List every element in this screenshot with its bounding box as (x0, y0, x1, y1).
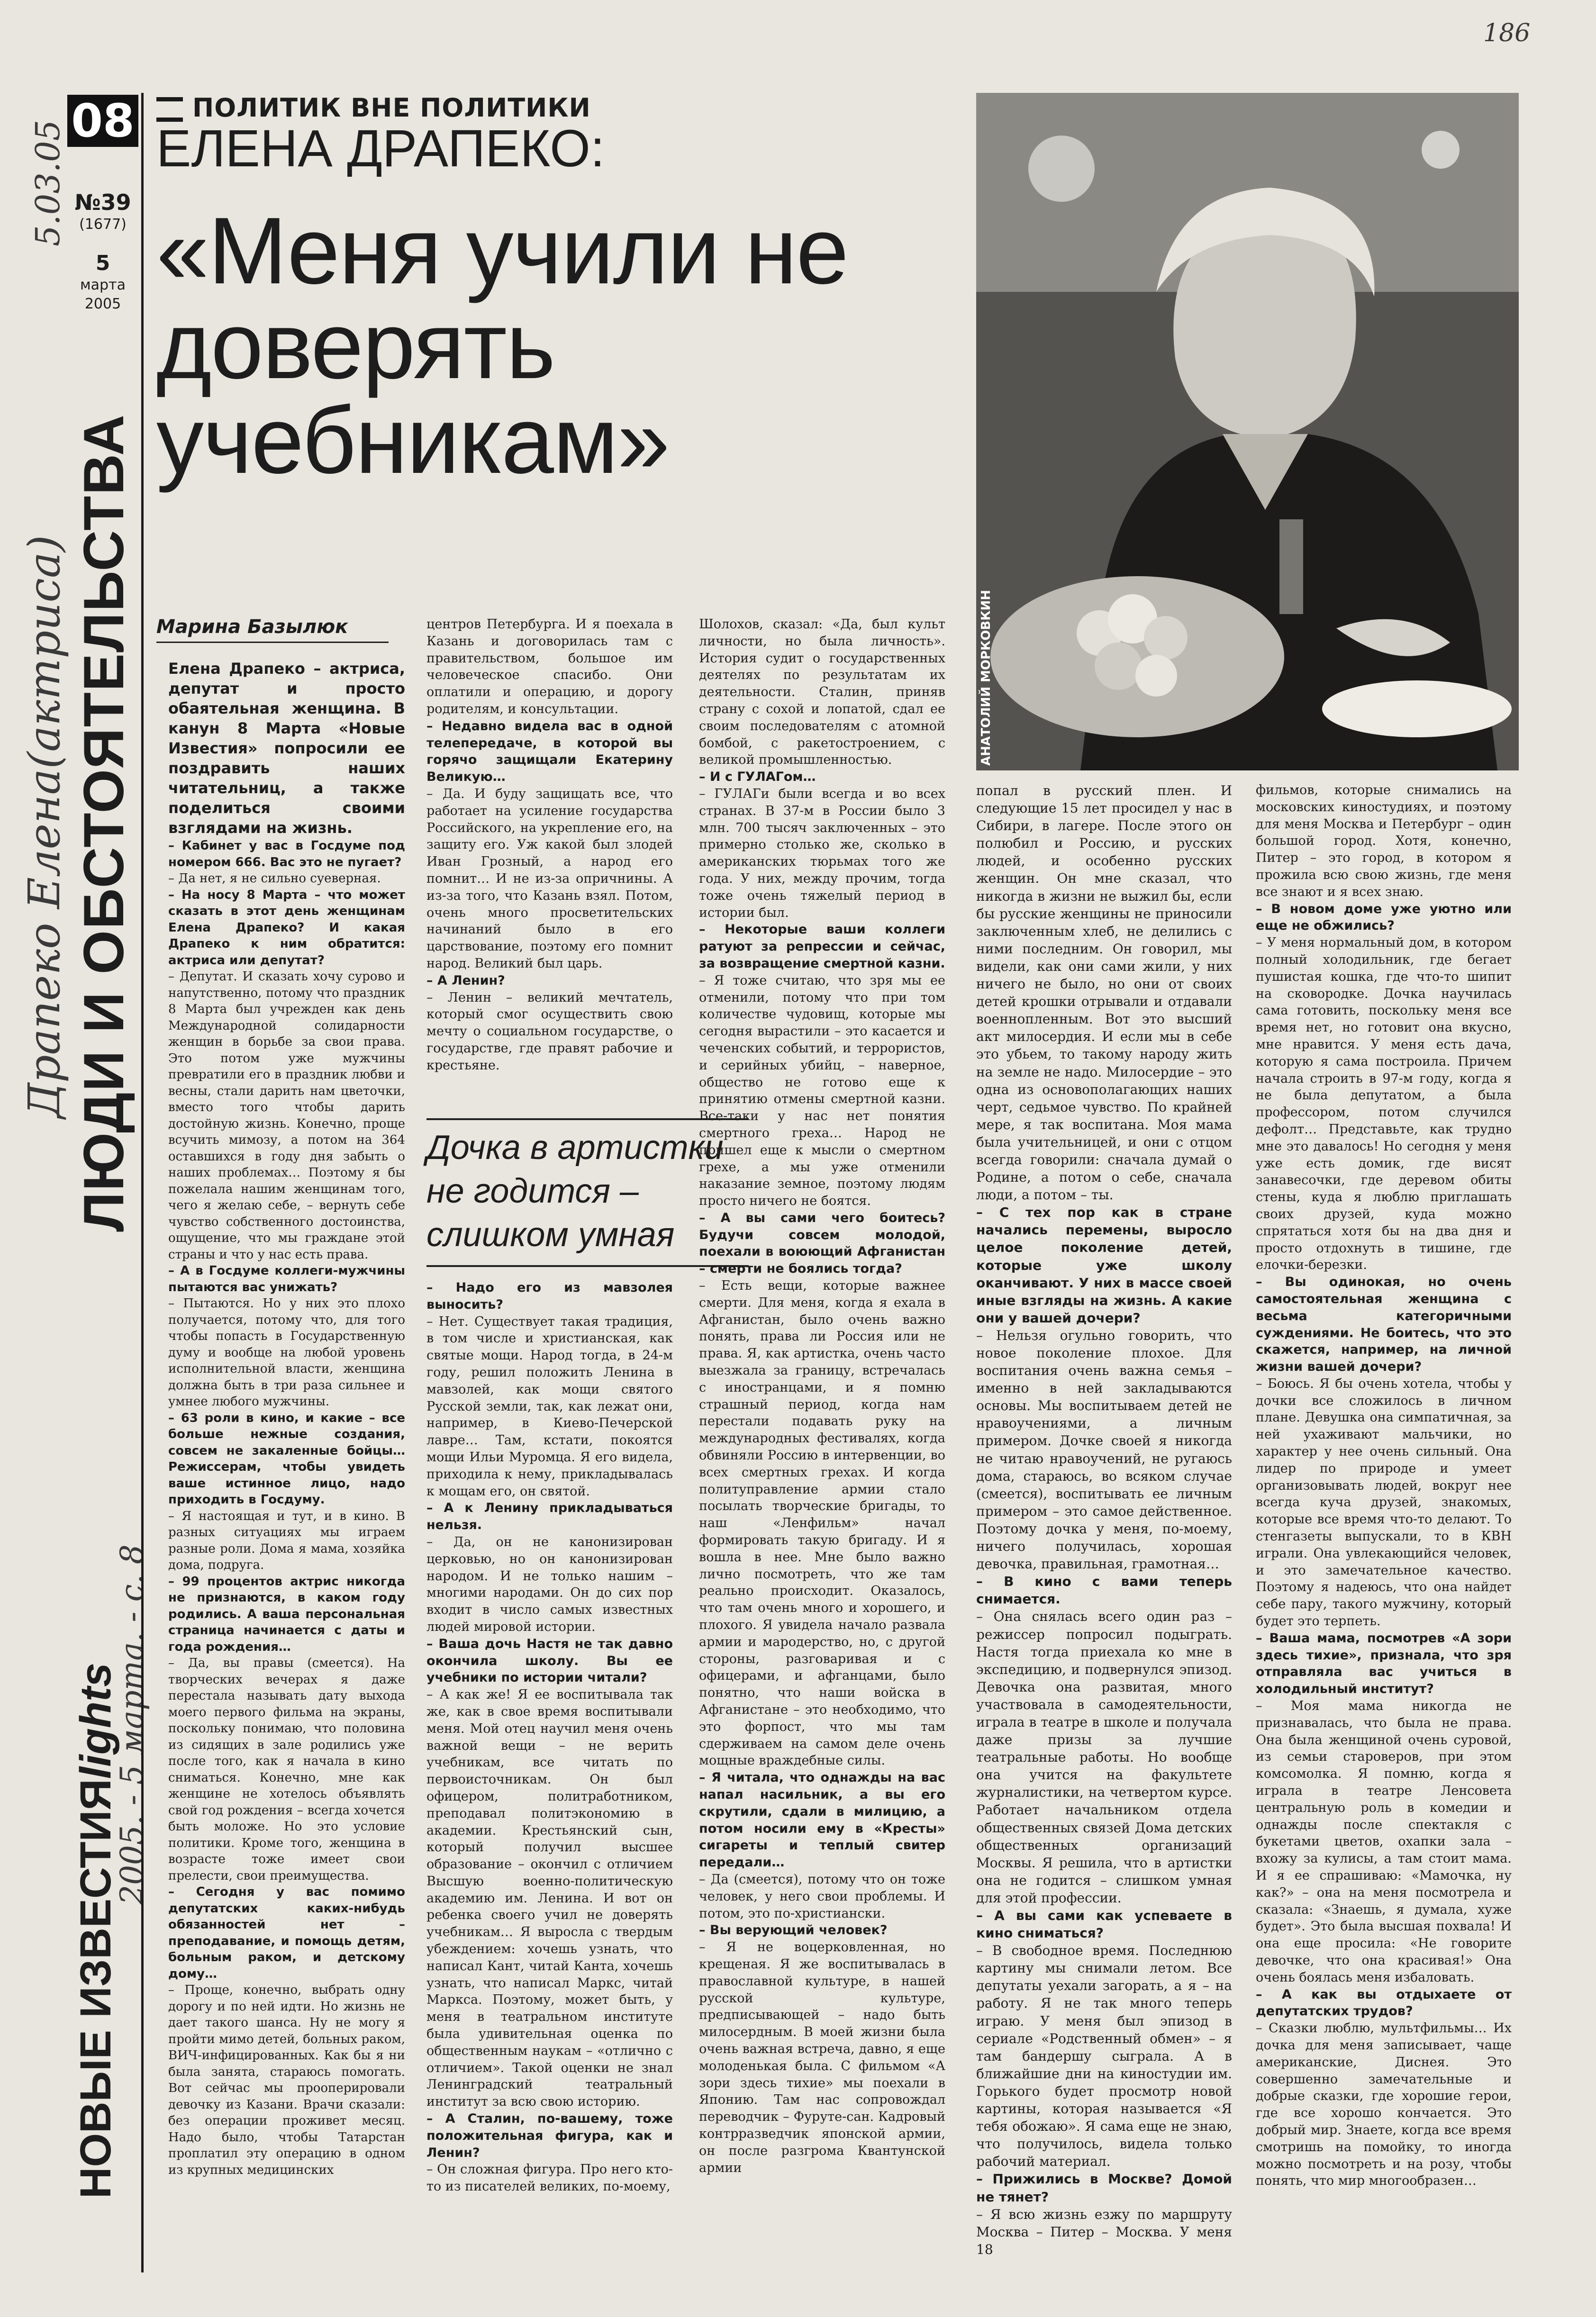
answer-paragraph: – У меня нормальный дом, в котором полный холодильник, где бегает пушистая кошка, где что-то шипит на сковородке. Дочка научилась сама готовить, поскольку меня все время нет, но готовит она вкусно, мне нравится. У меня есть дача, которую я сама построила. Причем начала строить в 97-м году, когда я не была депутатом, а была профессором, потом случился дефолт… Представьте, как трудно мне это давалось! Но сегодня у меня уже есть домик, где висят занавесочки, где деревом обиты стены, куда я люблю приглашать своих друзей, куда можно спрятаться хотя бы на два дня и просто отдохнуть в тишине, где елочки-березки. (1256, 935, 1512, 1273)
issue-day: 5 (95, 251, 110, 275)
question-paragraph: – А в Госдуме коллеги-мужчины пытаются вас унижать? (168, 1264, 405, 1294)
article-column-5 (1256, 782, 1512, 2190)
answer-paragraph: – В свободное время. Последнюю картину мы снимали летом. Все депутаты уехали загорать, а я – на работу. Я не так много теперь играю. У меня был эпизод в сериале «Родственный обмен» – я там бандершу сыграла. А в ближайшие дни на киностудии им. Горького будет просмотр новой картины, которая называется «Я тебя обожаю». Я сама еще не знаю, что получилось, видела только рабочий материал. (976, 1943, 1232, 2170)
subheading: Дочка в артистки не годится – слишком умная (426, 1118, 749, 1267)
question-paragraph: – Я читала, что однажды на вас напал насильник, а вы его скрутили, сдали в милицию, а потом носили ему в «Кресты» сигареты и теплый свитер передали… (699, 1770, 945, 1870)
question-paragraph: – Прижились в Москве? Домой не тянет? (976, 2171, 1232, 2205)
answer-paragraph: – Моя мама никогда не признавалась, что была не права. Она была женщиной очень суровой, из семьи староверов, при этом комсомолка. Я помню, когда я играла в театре Ленсовета центральную роль в комедии и однажды после спектакля с букетами цветов, охапки зала – вхожу за кулисы, а там стоит мама. И я ее спрашиваю: «Мамочка, ну как?» – она на меня посмотрела и сказала: «Знаешь, я думала, хуже будет». Это была высшая похвала! И она еще просила: «Не говорите девочке, что она красивая!» Она очень боялась меня избаловать. (1256, 1699, 1512, 1985)
answer-paragraph: – Пытаются. Но у них это плохо получается, потому что, для того чтобы попасть в Государственную думу и вообще на любой уровень исполнительной власти, женщина должна быть в три раза сильнее и умнее любого мужчины. (168, 1296, 405, 1409)
answer-paragraph: – Да нет, я не сильно суеверная. (168, 871, 381, 886)
newspaper-brand (71, 1663, 121, 2199)
answer-paragraph: – А как же! Я ее воспитывала так же, как в свое время воспитывали меня. Мой отец научил меня очень важной вещи – не верить учебникам, все читать по первоисточникам. Он был офицером, политработником, преподавал политэкономию в академии. Крестьянский сын, который получил высшее образование – окончил с отличием Высшую военно-политическую академию им. Ленина. И вот он ребенка своего учил не доверять учебникам… Я выросла с твердым убеждением: хочешь узнать, что написал Кант, читай Канта, хочешь узнать, что написал Маркс, читай Маркса. Поэтому, может быть, у меня в театральном институте была удивительная оценка по общественным наукам – «отлично с отличием». Такой оценки не знал Ленинградский театральный институт за всю свою историю. (426, 1687, 673, 2109)
answer-paragraph: центров Петербурга. И я поехала в Казань и договорилась там с правительством, большое им человеческое спасибо. Они оплатили и операцию, и дорогу родителям, и консультации. (426, 617, 673, 716)
question-paragraph: – Вы верующий человек? (699, 1923, 888, 1938)
answer-paragraph: – Я тоже считаю, что зря мы ее отменили, потому что при том количестве чудовищ, которые мы сегодня вырастили – это касается и чеченских событий, и террористов, и серийных убийц, – наверное, общество не готово еще к принятию отмены смертной казни. Все-таки у нас нет понятия смертного греха… Народ не пришел еще к мысли о смертном грехе, а мы уже отменили наказание земное, поэтому людям просто ничего не боятся. (699, 973, 945, 1209)
question-paragraph: – А Сталин, по-вашему, тоже положительная фигура, как и Ленин? (426, 2111, 673, 2160)
page-number-badge: 08 (67, 95, 138, 147)
answer-paragraph: – ГУЛАГи были всегда и во всех странах. В 37-м в России было 3 млн. 700 тысяч заключенных – это примерно столько же, сколько в американских тюрьмах того же года. У них, между прочим, тогда тоже очень тяжелый период в истории был. (699, 786, 945, 920)
handwritten-citation: 2005. - 5 марта. - с. 8 (114, 1544, 150, 1905)
question-paragraph: – Надо его из мавзолея выносить? (426, 1280, 673, 1312)
answer-paragraph: – Нельзя огульно говорить, что новое поколение плохое. Для воспитания очень важна семья – именно в ней закладываются основы. Мы воспитываем детей не нравоучениями, а личным примером. Дочке своей я никогда не читаю нравоучений, не ругаюсь дома, стараюсь, во всяком случае (смеется), воспитывать ее личным примером – это самое действенное. Поэтому дочка у меня, по-моему, ничего получилась, хорошая девочка, правильная, грамотная… (976, 1327, 1232, 1572)
interviewee-name: ЕЛЕНА ДРАПЕКО: (156, 119, 605, 178)
issue-number: №39 (74, 190, 131, 215)
answer-paragraph: – Я всю жизнь езжу по маршруту Москва – Питер – Москва. У меня 18 (976, 2206, 1232, 2257)
issue-month: марта (80, 277, 126, 293)
answer-paragraph: – Нет. Существует такая традиция, в том числе и христианская, как святые мощи. Народ тогда, в 24-м году, решил положить Ленина в мавзолей, как мощи святого Русской земли, так, как лежат они, например, в Киево-Печерской лавре… Там, кстати, покоятся мощи Ильи Муромца. Я его видела, приходила к нему, прикладывалась к мощам его, он святой. (426, 1314, 673, 1499)
article-column-2-lower (426, 1279, 673, 2195)
question-paragraph: – Сегодня у вас помимо депутатских каких-нибудь обязанностей нет – преподавание, и помощь детям, больным раком, и детскому дому… (168, 1885, 405, 1981)
handwritten-page-number: 186 (1483, 19, 1531, 47)
question-paragraph: – А к Ленину прикладываться нельзя. (426, 1501, 673, 1533)
byline-rule (156, 642, 389, 643)
section-title: ЛЮДИ И ОБСТОЯТЕЛЬСТВА (72, 414, 136, 1232)
answer-paragraph: – Она снялась всего один раз – режиссер попросил подыграть. Настя тогда приехала ко мне в экспедицию, и подвернулся эпизод. Девочка она развитая, много участвовала в самодеятельности, играла в театре в школе и получала даже призы за лучшие театральные работы. Но вообще она учится на факультете журналистики, на четвертом курсе. Работает начальником отдела общественных связей Дома детских общественных организаций Москвы. Я решила, что в артистки она не годится – слишком умная для этой профессии. (976, 1609, 1232, 1906)
answer-paragraph: – Да. И буду защищать все, что работает на усиление государства Российского, на укрепление его, на защиту его. Уж какой был злодей Иван Грозный, а народ его помнит… И не из-за опричнины. А из-за того, что Казань взял. Потом, очень много просветительских начинаний было в его царствование, поэтому его помнит народ. Великий был царь. (426, 786, 673, 971)
portrait-illustration (976, 93, 1519, 770)
question-paragraph: – А как вы отдыхаете от депутатских трудов? (1256, 1987, 1512, 2019)
rubric-label: ПОЛИТИК ВНЕ ПОЛИТИКИ (192, 93, 591, 123)
question-paragraph: – Недавно видела вас в одной телепередаче, в которой вы горячо защищали Екатерину Великую… (426, 718, 673, 785)
answer-paragraph: – Да, вы правы (смеется). На творческих вечерах я даже перестала называть дату выхода моего первого фильма на экраны, поскольку понимаю, что половина из сидящих в зале родились уже после того, как я начала в кино сниматься. Конечно, мне как женщине не хотелось объявлять свой год рождения – всегда хочется быть моложе. Но это условие политики. Кроме того, женщина в возрасте тоже имеет свои прелести, свои преимущества. (168, 1656, 405, 1883)
answer-paragraph: – Он сложная фигура. Про него кто-то из писателей великих, по-моему, (426, 2162, 673, 2194)
answer-paragraph: – Есть вещи, которые важнее смерти. Для меня, когда я ехала в Афганистан, было очень важно понять, права ли Россия или не права. Я, как артистка, очень часто выезжала за границу, встречалась с иностранцами, и я помню страшный период, когда нам перестали подавать руку на международных фестивалях, когда обвиняли Россию в интервенции, во всех смертных грехах. И когда политуправление армии стало посылать творческие бригады, то наш «Ленфильм» начал формировать такую бригаду. И я вошла в нее. Мне было важно лично посмотреть, что же там реально происходит. Оказалось, что там очень много и хорошего, и плохого. Я увидела начало развала армии и мародерство, но, с другой стороны, разговаривая и с офицерами, и афганцами, было понятно, что наши войска в Афганистане – это необходимо, что это форпост, что мы там сдерживаем на самом деле очень мощные враждебные силы. (699, 1278, 945, 1768)
brand-name: НОВЫЕ ИЗВЕСТИЯ (72, 1779, 120, 2199)
answer-paragraph: – Боюсь. Я бы очень хотела, чтобы у дочки все сложилось в личном плане. Девушка она симпатичная, за ней ухаживают мальчики, но характер у нее очень сильный. Она лидер по природе и умеет организовывать людей, вокруг нее всегда куча друзей, знакомых, которые все время что-то делают. То стенгазеты выпускали, то в КВН играли. Она увлекающийся человек, и это замечательное качество. Поэтому я надеюсь, что она найдет себе пару, такого мужчину, который будет это терпеть. (1256, 1376, 1512, 1629)
answer-paragraph: – Проще, конечно, выбрать одну дорогу и по ней идти. Но жизнь не дает такого шанса. Ну не могу я пройти мимо детей, больных раком, ВИЧ-инфицированных. Как бы я ни была занята, стараюсь помогать. Вот сейчас мы прооперировали девочку из Казани. Врачи сказали: без операции проживет месяц. Надо было, чтобы Татарстан проплатил эту операцию в одном из крупных медицинских (168, 1983, 405, 2177)
headline: «Меня учили не доверять учебникам» (156, 198, 848, 493)
issue-total: (1677) (79, 216, 127, 233)
article-column-4 (976, 782, 1232, 2258)
brand-suffix: lights (72, 1663, 120, 1779)
question-paragraph: – 63 роли в кино, и какие – все больше нежные создания, совсем не закаленные бойцы… Режиссерам, чтобы увидеть ваше истинное лицо, надо приходить в Госдуму. (168, 1411, 405, 1507)
handwritten-date: 5.03.05 (28, 119, 67, 246)
question-paragraph: – И с ГУЛАГом… (699, 769, 816, 785)
question-paragraph: – С тех пор как в стране начались перемены, выросло целое поколение детей, которые уже школу оканчивают. У них в массе своей иные взгляды на жизнь. А какие они у вашей дочери? (976, 1204, 1232, 1326)
answer-paragraph: – Я настоящая и тут, и в кино. В разных ситуациях мы играем разные роли. Дома я мама, хозяйка дома, подруга. (168, 1509, 405, 1572)
lead-paragraph: Елена Драпеко – актриса, депутат и просто обаятельная женщина. В канун 8 Марта «Новые Известия» попросили ее поздравить наших читательниц, а также поделиться своими взглядами на жизнь. (168, 660, 405, 837)
answer-paragraph: – Ленин – великий мечтатель, который смог осуществить свою мечту о социальном государстве, о государстве, где правят рабочие и крестьяне. (426, 990, 673, 1073)
portrait-photo (976, 93, 1519, 770)
question-paragraph: – В новом доме уже уютно или еще не обжились? (1256, 901, 1512, 933)
article-column-1 (168, 659, 405, 2178)
answer-paragraph: – Сказки люблю, мультфильмы… Их дочка для меня записывает, чаще американские, Диснея. Это совершенно замечательные и добрые сказки, где хорошие герои, где все хорошо кончается. Это добрый мир. Знаете, когда все время смотришь на помойку, то иногда можно посмотреть и на розу, чтобы понять, что мир многообразен… (1256, 2021, 1512, 2189)
question-paragraph: – А вы сами чего боитесь? Будучи совсем молодой, поехали в воюющий Афганистан – смерти не боялись тогда? (699, 1210, 945, 1276)
question-paragraph: – А вы сами как успеваете в кино сниматься? (976, 1908, 1232, 1941)
photo-credit: АНАТОЛИЙ МОРКОВКИН (979, 590, 993, 766)
answer-paragraph: фильмов, которые снимались на московских киностудиях, и поэтому для меня Москва и Петербург – один большой город. Хотя, конечно, Питер – это город, в котором я прожила всю свою жизнь, где меня все знают и я всех знаю. (1256, 783, 1512, 899)
answer-paragraph: попал в русский плен. И следующие 15 лет просидел у нас в Сибири, в лагере. После этого он полюбил и Россию, и русских людей, и особенно русских женщин. Он мне сказал, что никогда в жизни не выжил бы, если бы русские женщины не приносили заключенным хлеб, не делились с ними последним. Он говорил, мы видели, как они сами жили, у них ничего не было, но они от своих детей крошки отрывали и отдавали военнопленным. Вот это высший акт милосердия. И если мы в себе это убьем, то такому народу жить на земле не надо. Милосердие – это одна из основополагающих наших черт, седьмое чувство. По крайней мере, я так воспитана. Моя мама была учительницей, и они с отцом всегда говорили: сначала думай о Родине, а потом о себе, сначала люди, а потом – ты. (976, 783, 1232, 1203)
question-paragraph: – Ваша мама, посмотрев «А зори здесь тихие», признала, что зря отправляла вас учиться в холодильный институт? (1256, 1630, 1512, 1697)
question-paragraph: – В кино с вами теперь снимается. (976, 1574, 1232, 1607)
issue-year: 2005 (84, 296, 121, 312)
question-paragraph: – Некоторые ваши коллеги ратуют за репрессии и сейчас, за возвращение смертной казни. (699, 922, 945, 971)
question-paragraph: – А Ленин? (426, 973, 505, 988)
handwritten-margin-note: Драпеко Елена(актриса) (19, 535, 70, 1118)
article-column-2 (426, 616, 673, 1074)
answer-paragraph: – Депутат. И сказать хочу сурово и напутственно, потому что праздник 8 Марта был учрежден как день Международной солидарности женщин в борьбе за свои права. Это потом уже мужчины превратили его в праздник любви и весны, стали дарить нам цветочки, вместо того чтобы дарить достойную жизнь. Конечно, проще всучить мимозу, а потом на 364 оставшихся в году дня забыть о наших проблемах… Поэтому я бы пожелала нашим женщинам того, чего я желаю себе, – вернуть себе чувство собственного достоинства, ощущение, что мы граждане этой страны и что у нас есть права. (168, 969, 405, 1262)
question-paragraph: – Ваша дочь Настя не так давно окончила школу. Вы ее учебники по истории читали? (426, 1636, 673, 1685)
byline: Марина Базылюк (156, 616, 348, 638)
answer-paragraph: – Я не воцерковленная, но крещеная. Я же воспитывалась в православной культуре, в нашей русской культуре, предписывающей – надо быть милосердным. В моей жизни была очень важная встреча, давно, я еще молоденькая была. С фильмом «А зори здесь тихие» мы поехали в Японию. Там нас сопровождал переводчик – Фуруте-сан. Кадровый контрразведчик японской армии, он после разгрома Квантунской армии (699, 1940, 945, 2175)
question-paragraph: – На носу 8 Марта – что может сказать в этот день женщинам Елена Драпеко? И какая Драпеко к ним обратится: актриса или депутат? (168, 887, 405, 968)
question-paragraph: – Вы одинокая, но очень самостоятельная женщина с весьма категоричными суждениями. Не боитесь, что это скажется, например, на личной жизни вашей дочери? (1256, 1275, 1512, 1375)
answer-paragraph: Шолохов, сказал: «Да, был культ личности, но была личность». История судит о государственных деятелях по результатам их деятельности. Сталин, приняв страну с сохой и лопатой, сдал ее своим последователям с атомной бомбой, с ракетостроением, с великой промышленностью. (699, 617, 945, 768)
question-paragraph: – Кабинет у вас в Госдуме под номером 666. Вас это не пугает? (168, 839, 405, 869)
answer-paragraph: – Да, он не канонизирован церковью, но он канонизирован народом. И не только нашим – многими народами. Он до сих пор входит в число самых известных людей мировой истории. (426, 1534, 673, 1634)
answer-paragraph: – Да (смеется), потому что он тоже человек, у него свои проблемы. И потом, это по-христиански. (699, 1872, 945, 1921)
question-paragraph: – 99 процентов актрис никогда не признаются, в каком году родились. А ваша персональная страница начинается с даты и года рождения… (168, 1574, 405, 1654)
article-column-3 (699, 616, 945, 2176)
